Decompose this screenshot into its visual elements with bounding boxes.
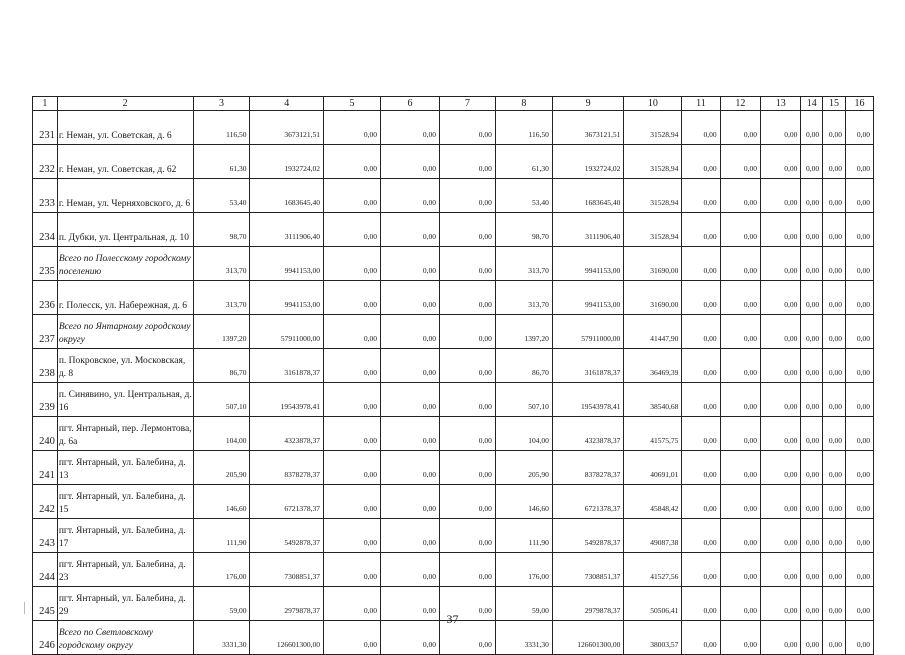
value-cell: 0,00 bbox=[845, 111, 873, 145]
value-cell: 57911000,00 bbox=[552, 315, 623, 349]
value-cell: 0,00 bbox=[682, 315, 720, 349]
value-cell: 86,70 bbox=[193, 349, 250, 383]
value-cell: 0,00 bbox=[439, 281, 495, 315]
value-cell: 0,00 bbox=[801, 213, 823, 247]
address-cell: п. Покровское, ул. Московская, д. 8 bbox=[57, 349, 193, 383]
value-cell: 0,00 bbox=[439, 451, 495, 485]
value-cell: 0,00 bbox=[720, 145, 760, 179]
value-cell: 0,00 bbox=[761, 485, 801, 519]
table-row bbox=[33, 383, 874, 417]
value-cell: 507,10 bbox=[495, 383, 552, 417]
value-cell: 0,00 bbox=[801, 383, 823, 417]
value-cell: 38540,68 bbox=[624, 383, 682, 417]
value-cell: 6721378,37 bbox=[250, 485, 324, 519]
value-cell: 0,00 bbox=[380, 315, 439, 349]
value-cell: 0,00 bbox=[823, 553, 846, 587]
address-cell: г. Неман, ул. Черняховского, д. 6 bbox=[57, 179, 193, 213]
value-cell: 0,00 bbox=[761, 383, 801, 417]
value-cell: 0,00 bbox=[845, 179, 873, 213]
value-cell: 9941153,00 bbox=[552, 281, 623, 315]
value-cell: 0,00 bbox=[720, 179, 760, 213]
value-cell: 31528,94 bbox=[624, 145, 682, 179]
value-cell: 0,00 bbox=[439, 349, 495, 383]
address-cell: п. Синявино, ул. Центральная, д. 16 bbox=[57, 383, 193, 417]
value-cell: 0,00 bbox=[380, 349, 439, 383]
value-cell: 0,00 bbox=[801, 349, 823, 383]
address-cell: п. Дубки, ул. Центральная, д. 10 bbox=[57, 213, 193, 247]
value-cell: 3331,30 bbox=[193, 621, 250, 655]
value-cell: 0,00 bbox=[380, 621, 439, 655]
table-row bbox=[33, 553, 874, 587]
value-cell: 4323878,37 bbox=[250, 417, 324, 451]
value-cell: 313,70 bbox=[193, 247, 250, 281]
value-cell: 0,00 bbox=[324, 145, 381, 179]
address-cell: пгт. Янтарный, ул. Балебина, д. 23 bbox=[57, 553, 193, 587]
value-cell: 4323878,37 bbox=[552, 417, 623, 451]
value-cell: 0,00 bbox=[720, 247, 760, 281]
row-number: 245 bbox=[33, 587, 58, 621]
value-cell: 0,00 bbox=[439, 621, 495, 655]
column-header: 16 bbox=[845, 97, 873, 111]
value-cell: 0,00 bbox=[439, 213, 495, 247]
value-cell: 2979878,37 bbox=[552, 587, 623, 621]
value-cell: 0,00 bbox=[439, 111, 495, 145]
value-cell: 0,00 bbox=[823, 621, 846, 655]
column-header: 6 bbox=[380, 97, 439, 111]
value-cell: 0,00 bbox=[761, 587, 801, 621]
value-cell: 0,00 bbox=[845, 519, 873, 553]
column-header: 14 bbox=[801, 97, 823, 111]
value-cell: 0,00 bbox=[761, 553, 801, 587]
value-cell: 0,00 bbox=[380, 587, 439, 621]
value-cell: 0,00 bbox=[682, 247, 720, 281]
value-cell: 0,00 bbox=[380, 145, 439, 179]
value-cell: 0,00 bbox=[761, 349, 801, 383]
value-cell: 98,70 bbox=[193, 213, 250, 247]
value-cell: 0,00 bbox=[324, 519, 381, 553]
row-number: 237 bbox=[33, 315, 58, 349]
value-cell: 0,00 bbox=[439, 179, 495, 213]
value-cell: 146,60 bbox=[495, 485, 552, 519]
value-cell: 0,00 bbox=[801, 145, 823, 179]
value-cell: 53,40 bbox=[193, 179, 250, 213]
value-cell: 0,00 bbox=[439, 519, 495, 553]
value-cell: 176,00 bbox=[495, 553, 552, 587]
value-cell: 0,00 bbox=[720, 553, 760, 587]
column-header: 5 bbox=[324, 97, 381, 111]
value-cell: 0,00 bbox=[682, 417, 720, 451]
address-cell: пгт. Янтарный, ул. Балебина, д. 29 bbox=[57, 587, 193, 621]
value-cell: 31690,00 bbox=[624, 247, 682, 281]
value-cell: 0,00 bbox=[682, 621, 720, 655]
address-cell: пгт. Янтарный, ул. Балебина, д. 17 bbox=[57, 519, 193, 553]
column-header: 7 bbox=[439, 97, 495, 111]
data-table bbox=[32, 96, 874, 655]
value-cell: 8378278,37 bbox=[552, 451, 623, 485]
value-cell: 116,50 bbox=[495, 111, 552, 145]
value-cell: 0,00 bbox=[324, 383, 381, 417]
value-cell: 0,00 bbox=[761, 315, 801, 349]
value-cell: 19543978,41 bbox=[552, 383, 623, 417]
value-cell: 0,00 bbox=[761, 179, 801, 213]
value-cell: 40691,01 bbox=[624, 451, 682, 485]
table-row bbox=[33, 485, 874, 519]
value-cell: 19543978,41 bbox=[250, 383, 324, 417]
value-cell: 0,00 bbox=[845, 485, 873, 519]
value-cell: 31528,94 bbox=[624, 179, 682, 213]
value-cell: 41447,90 bbox=[624, 315, 682, 349]
value-cell: 0,00 bbox=[845, 587, 873, 621]
value-cell: 57911000,00 bbox=[250, 315, 324, 349]
value-cell: 0,00 bbox=[801, 281, 823, 315]
value-cell: 0,00 bbox=[682, 349, 720, 383]
value-cell: 0,00 bbox=[801, 587, 823, 621]
value-cell: 5492878,37 bbox=[250, 519, 324, 553]
value-cell: 507,10 bbox=[193, 383, 250, 417]
value-cell: 0,00 bbox=[324, 587, 381, 621]
value-cell: 0,00 bbox=[823, 519, 846, 553]
row-number: 236 bbox=[33, 281, 58, 315]
address-cell: пгт. Янтарный, ул. Балебина, д. 13 bbox=[57, 451, 193, 485]
table-row bbox=[33, 145, 874, 179]
value-cell: 0,00 bbox=[439, 485, 495, 519]
row-number: 235 bbox=[33, 247, 58, 281]
value-cell: 0,00 bbox=[823, 451, 846, 485]
value-cell: 0,00 bbox=[801, 451, 823, 485]
value-cell: 0,00 bbox=[845, 247, 873, 281]
value-cell: 3111906,40 bbox=[250, 213, 324, 247]
column-header: 3 bbox=[193, 97, 250, 111]
value-cell: 3161878,37 bbox=[552, 349, 623, 383]
column-header: 2 bbox=[57, 97, 193, 111]
value-cell: 104,00 bbox=[193, 417, 250, 451]
value-cell: 0,00 bbox=[761, 213, 801, 247]
value-cell: 0,00 bbox=[682, 213, 720, 247]
value-cell: 111,90 bbox=[495, 519, 552, 553]
row-number: 231 bbox=[33, 111, 58, 145]
value-cell: 126601300,00 bbox=[250, 621, 324, 655]
value-cell: 0,00 bbox=[324, 213, 381, 247]
value-cell: 0,00 bbox=[324, 417, 381, 451]
value-cell: 9941153,00 bbox=[250, 281, 324, 315]
value-cell: 205,90 bbox=[495, 451, 552, 485]
value-cell: 0,00 bbox=[823, 111, 846, 145]
value-cell: 0,00 bbox=[801, 111, 823, 145]
value-cell: 1683645,40 bbox=[552, 179, 623, 213]
value-cell: 0,00 bbox=[845, 145, 873, 179]
value-cell: 0,00 bbox=[380, 519, 439, 553]
value-cell: 1932724,02 bbox=[250, 145, 324, 179]
table-row bbox=[33, 179, 874, 213]
value-cell: 0,00 bbox=[682, 281, 720, 315]
column-header: 15 bbox=[823, 97, 846, 111]
value-cell: 38003,57 bbox=[624, 621, 682, 655]
value-cell: 0,00 bbox=[823, 315, 846, 349]
value-cell: 0,00 bbox=[682, 485, 720, 519]
value-cell: 0,00 bbox=[682, 111, 720, 145]
value-cell: 0,00 bbox=[682, 451, 720, 485]
value-cell: 3673121,51 bbox=[552, 111, 623, 145]
address-cell: пгт. Янтарный, пер. Лермонтова, д. 6а bbox=[57, 417, 193, 451]
value-cell: 0,00 bbox=[380, 247, 439, 281]
value-cell: 313,70 bbox=[495, 281, 552, 315]
value-cell: 0,00 bbox=[845, 451, 873, 485]
value-cell: 41527,56 bbox=[624, 553, 682, 587]
value-cell: 0,00 bbox=[380, 553, 439, 587]
address-cell: Всего по Янтарному городскому округу bbox=[57, 315, 193, 349]
row-number: 242 bbox=[33, 485, 58, 519]
table-body bbox=[33, 111, 874, 655]
value-cell: 3111906,40 bbox=[552, 213, 623, 247]
address-cell: г. Неман, ул. Советская, д. 6 bbox=[57, 111, 193, 145]
value-cell: 0,00 bbox=[380, 179, 439, 213]
value-cell: 0,00 bbox=[439, 417, 495, 451]
value-cell: 0,00 bbox=[380, 213, 439, 247]
value-cell: 0,00 bbox=[761, 621, 801, 655]
row-number: 239 bbox=[33, 383, 58, 417]
column-header: 8 bbox=[495, 97, 552, 111]
value-cell: 59,00 bbox=[495, 587, 552, 621]
row-number: 234 bbox=[33, 213, 58, 247]
value-cell: 0,00 bbox=[720, 349, 760, 383]
value-cell: 41575,75 bbox=[624, 417, 682, 451]
value-cell: 0,00 bbox=[761, 417, 801, 451]
value-cell: 3673121,51 bbox=[250, 111, 324, 145]
value-cell: 61,30 bbox=[193, 145, 250, 179]
value-cell: 0,00 bbox=[801, 179, 823, 213]
value-cell: 205,90 bbox=[193, 451, 250, 485]
value-cell: 1397,20 bbox=[193, 315, 250, 349]
column-header: 10 bbox=[624, 97, 682, 111]
value-cell: 0,00 bbox=[324, 485, 381, 519]
column-header: 11 bbox=[682, 97, 720, 111]
value-cell: 61,30 bbox=[495, 145, 552, 179]
value-cell: 31690,00 bbox=[624, 281, 682, 315]
value-cell: 0,00 bbox=[823, 145, 846, 179]
value-cell: 36469,39 bbox=[624, 349, 682, 383]
value-cell: 116,50 bbox=[193, 111, 250, 145]
value-cell: 0,00 bbox=[845, 349, 873, 383]
row-number: 244 bbox=[33, 553, 58, 587]
row-number: 240 bbox=[33, 417, 58, 451]
value-cell: 0,00 bbox=[720, 451, 760, 485]
column-header: 12 bbox=[720, 97, 760, 111]
value-cell: 0,00 bbox=[761, 519, 801, 553]
value-cell: 0,00 bbox=[823, 485, 846, 519]
value-cell: 53,40 bbox=[495, 179, 552, 213]
value-cell: 0,00 bbox=[720, 383, 760, 417]
value-cell: 0,00 bbox=[720, 519, 760, 553]
value-cell: 0,00 bbox=[720, 315, 760, 349]
column-header: 1 bbox=[33, 97, 58, 111]
value-cell: 0,00 bbox=[324, 315, 381, 349]
value-cell: 0,00 bbox=[823, 247, 846, 281]
value-cell: 0,00 bbox=[801, 417, 823, 451]
value-cell: 0,00 bbox=[439, 587, 495, 621]
value-cell: 0,00 bbox=[823, 281, 846, 315]
value-cell: 0,00 bbox=[324, 621, 381, 655]
value-cell: 0,00 bbox=[324, 179, 381, 213]
table-row bbox=[33, 349, 874, 383]
value-cell: 0,00 bbox=[801, 553, 823, 587]
value-cell: 0,00 bbox=[380, 417, 439, 451]
value-cell: 6721378,37 bbox=[552, 485, 623, 519]
value-cell: 0,00 bbox=[682, 519, 720, 553]
value-cell: 0,00 bbox=[845, 553, 873, 587]
value-cell: 0,00 bbox=[324, 281, 381, 315]
value-cell: 0,00 bbox=[720, 281, 760, 315]
value-cell: 0,00 bbox=[720, 213, 760, 247]
value-cell: 0,00 bbox=[845, 383, 873, 417]
column-header: 9 bbox=[552, 97, 623, 111]
value-cell: 49087,38 bbox=[624, 519, 682, 553]
row-number: 241 bbox=[33, 451, 58, 485]
value-cell: 0,00 bbox=[439, 315, 495, 349]
value-cell: 0,00 bbox=[845, 315, 873, 349]
value-cell: 0,00 bbox=[801, 519, 823, 553]
table-row bbox=[33, 451, 874, 485]
value-cell: 1397,20 bbox=[495, 315, 552, 349]
value-cell: 0,00 bbox=[801, 315, 823, 349]
value-cell: 0,00 bbox=[801, 485, 823, 519]
table-row bbox=[33, 281, 874, 315]
value-cell: 5492878,37 bbox=[552, 519, 623, 553]
value-cell: 0,00 bbox=[823, 383, 846, 417]
row-number: 243 bbox=[33, 519, 58, 553]
value-cell: 50506,41 bbox=[624, 587, 682, 621]
value-cell: 1932724,02 bbox=[552, 145, 623, 179]
row-number: 238 bbox=[33, 349, 58, 383]
value-cell: 0,00 bbox=[682, 553, 720, 587]
value-cell: 0,00 bbox=[823, 213, 846, 247]
page-number: 37 bbox=[446, 612, 459, 626]
value-cell: 0,00 bbox=[720, 111, 760, 145]
address-cell: пгт. Янтарный, ул. Балебина, д. 15 bbox=[57, 485, 193, 519]
row-number: 246 bbox=[33, 621, 58, 655]
value-cell: 0,00 bbox=[823, 179, 846, 213]
value-cell: 0,00 bbox=[324, 349, 381, 383]
value-cell: 0,00 bbox=[761, 451, 801, 485]
value-cell: 31528,94 bbox=[624, 213, 682, 247]
value-cell: 0,00 bbox=[720, 485, 760, 519]
value-cell: 0,00 bbox=[845, 621, 873, 655]
value-cell: 1683645,40 bbox=[250, 179, 324, 213]
value-cell: 31528,94 bbox=[624, 111, 682, 145]
value-cell: 0,00 bbox=[845, 281, 873, 315]
value-cell: 313,70 bbox=[193, 281, 250, 315]
value-cell: 8378278,37 bbox=[250, 451, 324, 485]
value-cell: 0,00 bbox=[720, 621, 760, 655]
value-cell: 126601300,00 bbox=[552, 621, 623, 655]
value-cell: 0,00 bbox=[324, 553, 381, 587]
value-cell: 0,00 bbox=[682, 587, 720, 621]
address-cell: Всего по Полесскому городскому поселению bbox=[57, 247, 193, 281]
table-row bbox=[33, 519, 874, 553]
value-cell: 0,00 bbox=[761, 145, 801, 179]
value-cell: 0,00 bbox=[823, 587, 846, 621]
value-cell: 111,90 bbox=[193, 519, 250, 553]
value-cell: 0,00 bbox=[823, 417, 846, 451]
value-cell: 9941153,00 bbox=[250, 247, 324, 281]
value-cell: 0,00 bbox=[324, 451, 381, 485]
value-cell: 0,00 bbox=[682, 383, 720, 417]
value-cell: 3161878,37 bbox=[250, 349, 324, 383]
value-cell: 7308851,37 bbox=[250, 553, 324, 587]
header-row bbox=[33, 97, 874, 111]
value-cell: 98,70 bbox=[495, 213, 552, 247]
value-cell: 0,00 bbox=[823, 349, 846, 383]
value-cell: 0,00 bbox=[801, 621, 823, 655]
value-cell: 7308851,37 bbox=[552, 553, 623, 587]
address-cell: Всего по Светловскому городскому округу bbox=[57, 621, 193, 655]
value-cell: 0,00 bbox=[845, 213, 873, 247]
value-cell: 0,00 bbox=[380, 111, 439, 145]
value-cell: 45848,42 bbox=[624, 485, 682, 519]
address-cell: г. Неман, ул. Советская, д. 62 bbox=[57, 145, 193, 179]
value-cell: 0,00 bbox=[324, 247, 381, 281]
value-cell: 0,00 bbox=[761, 247, 801, 281]
value-cell: 0,00 bbox=[761, 111, 801, 145]
value-cell: 146,60 bbox=[193, 485, 250, 519]
value-cell: 0,00 bbox=[439, 553, 495, 587]
address-cell: г. Полесск, ул. Набережная, д. 6 bbox=[57, 281, 193, 315]
value-cell: 104,00 bbox=[495, 417, 552, 451]
value-cell: 0,00 bbox=[682, 179, 720, 213]
value-cell: 0,00 bbox=[682, 145, 720, 179]
value-cell: 59,00 bbox=[193, 587, 250, 621]
row-number: 233 bbox=[33, 179, 58, 213]
value-cell: 3331,30 bbox=[495, 621, 552, 655]
value-cell: 2979878,37 bbox=[250, 587, 324, 621]
table-row bbox=[33, 417, 874, 451]
value-cell: 0,00 bbox=[761, 281, 801, 315]
value-cell: 0,00 bbox=[324, 111, 381, 145]
value-cell: 9941153,00 bbox=[552, 247, 623, 281]
value-cell: 86,70 bbox=[495, 349, 552, 383]
value-cell: 0,00 bbox=[845, 417, 873, 451]
column-header: 4 bbox=[250, 97, 324, 111]
value-cell: 0,00 bbox=[439, 383, 495, 417]
row-number: 232 bbox=[33, 145, 58, 179]
value-cell: 0,00 bbox=[801, 247, 823, 281]
table-row bbox=[33, 315, 874, 349]
value-cell: 0,00 bbox=[439, 145, 495, 179]
value-cell: 176,00 bbox=[193, 553, 250, 587]
value-cell: 0,00 bbox=[380, 281, 439, 315]
value-cell: 0,00 bbox=[380, 451, 439, 485]
value-cell: 0,00 bbox=[380, 383, 439, 417]
value-cell: 313,70 bbox=[495, 247, 552, 281]
column-header: 13 bbox=[761, 97, 801, 111]
table-row bbox=[33, 247, 874, 281]
value-cell: 0,00 bbox=[720, 417, 760, 451]
table-row bbox=[33, 111, 874, 145]
table-row bbox=[33, 213, 874, 247]
value-cell: 0,00 bbox=[380, 485, 439, 519]
value-cell: 0,00 bbox=[439, 247, 495, 281]
value-cell: 0,00 bbox=[720, 587, 760, 621]
